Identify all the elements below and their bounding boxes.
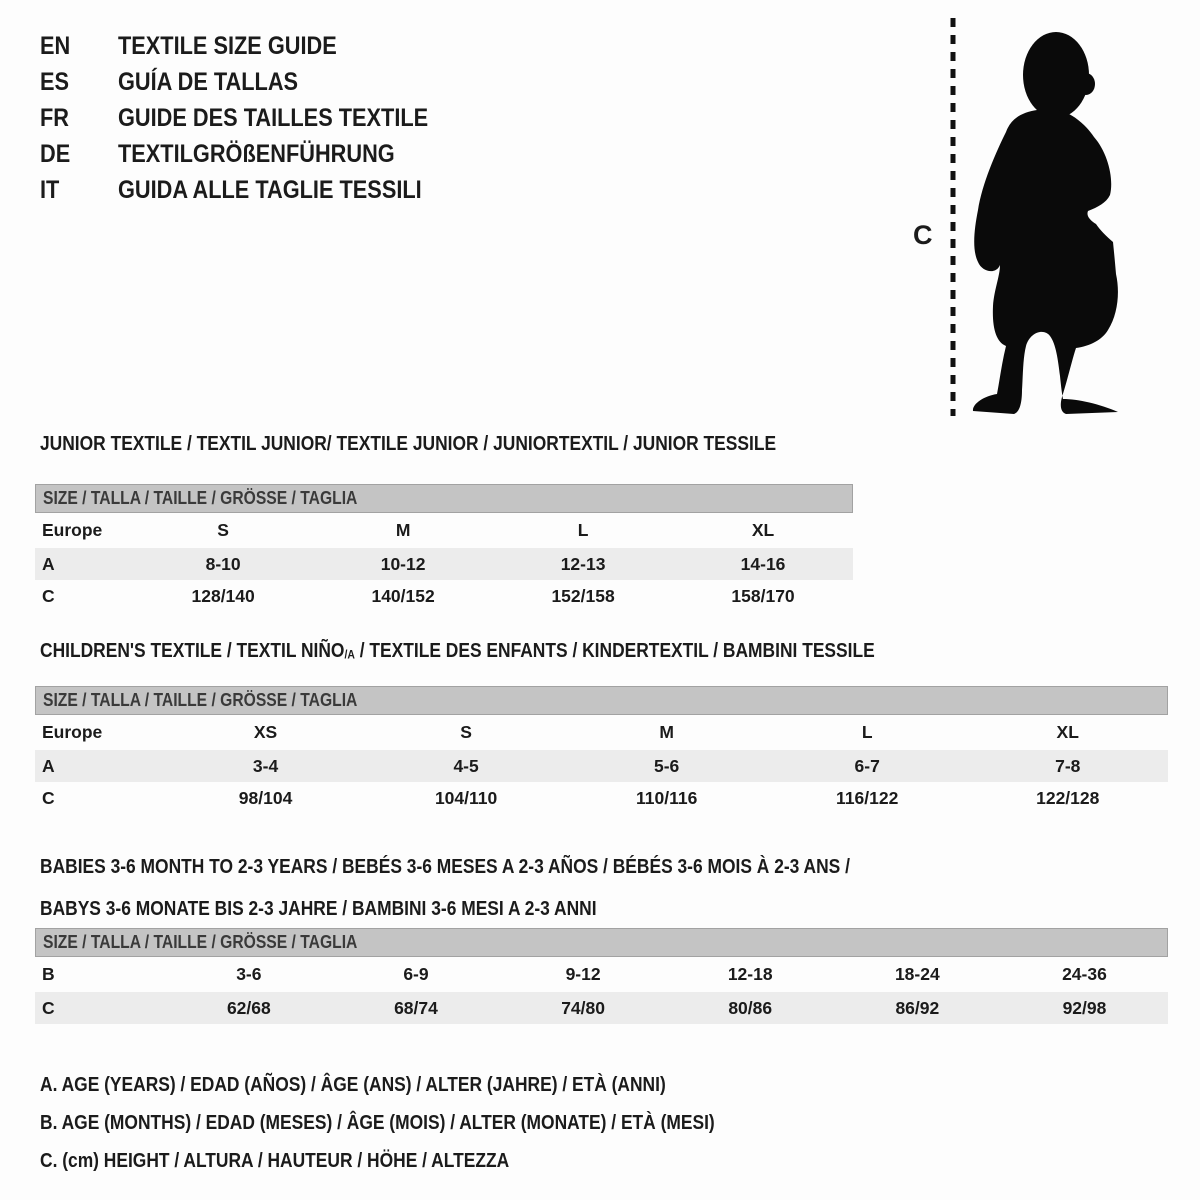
legend-line-b bbox=[40, 1104, 816, 1142]
row-label: A bbox=[42, 755, 55, 776]
table-row bbox=[35, 548, 853, 580]
language-code: FR bbox=[40, 103, 69, 132]
table-cell: 9-12 bbox=[565, 964, 601, 984]
language-row-fr bbox=[40, 100, 475, 136]
junior-section-title bbox=[40, 433, 886, 455]
junior-size-table bbox=[35, 484, 853, 612]
legend-line-a bbox=[40, 1066, 816, 1104]
table-cell: XS bbox=[253, 722, 278, 742]
table-cell: 7-8 bbox=[1055, 755, 1081, 776]
row-label: C bbox=[42, 997, 55, 1018]
guide-title-es: GUÍA DE TALLAS bbox=[118, 67, 299, 96]
table-cell: 10-12 bbox=[380, 553, 426, 574]
height-measure-figure bbox=[905, 10, 1150, 424]
table-cell: 122/128 bbox=[1036, 787, 1100, 808]
row-label: B bbox=[42, 964, 55, 984]
table-cell: 110/116 bbox=[635, 787, 698, 808]
table-cell: 152/158 bbox=[551, 585, 615, 606]
legend-line-c-text: C. (cm) HEIGHT / ALTURA / HAUTEUR / HÖHE / ALTEZZA bbox=[40, 1149, 510, 1172]
table-cell: L bbox=[577, 520, 589, 540]
size-header-bar bbox=[35, 484, 853, 513]
table-row bbox=[35, 715, 1168, 750]
height-measure-label: C bbox=[913, 220, 933, 250]
table-cell: L bbox=[861, 722, 873, 742]
children-title-sub: /A bbox=[344, 647, 355, 662]
size-header-text: SIZE / TALLA / TAILLE / GRÖSSE / TAGLIA bbox=[43, 690, 358, 710]
size-header-bar bbox=[35, 928, 1168, 957]
table-cell: 8-10 bbox=[205, 553, 241, 574]
row-label: C bbox=[42, 787, 55, 808]
language-code: DE bbox=[40, 139, 71, 168]
guide-title-fr: GUIDE DES TAILLES TEXTILE bbox=[118, 103, 429, 132]
babies-title-line2: BABYS 3-6 MONATE BIS 2-3 JAHRE / BAMBINI 3-6 MESI A 2-3 ANNI bbox=[40, 898, 597, 920]
table-cell: 140/152 bbox=[371, 585, 435, 606]
table-cell: M bbox=[659, 722, 674, 742]
legend-line-a-text: A. AGE (YEARS) / EDAD (AÑOS) / ÂGE (ANS) / ALTER (JAHRE) / ETÀ (ANNI) bbox=[40, 1073, 666, 1096]
children-title-pre: CHILDREN'S TEXTILE / TEXTIL NIÑO bbox=[40, 640, 345, 662]
measurement-legend bbox=[40, 1066, 816, 1180]
table-cell: XL bbox=[1056, 722, 1079, 742]
children-section-title bbox=[40, 640, 999, 665]
row-label: A bbox=[42, 553, 55, 574]
language-code: IT bbox=[40, 175, 60, 204]
table-cell: 3-6 bbox=[236, 964, 262, 984]
babies-size-table bbox=[35, 928, 1168, 1024]
baby-silhouette-icon bbox=[965, 14, 1137, 414]
table-row bbox=[35, 750, 1168, 782]
table-row bbox=[35, 992, 1168, 1024]
babies-section-title bbox=[40, 846, 971, 930]
guide-title-de: TEXTILGRÖßENFÜHRUNG bbox=[118, 139, 395, 168]
size-header-bar bbox=[35, 686, 1168, 715]
table-cell: 92/98 bbox=[1062, 997, 1107, 1018]
row-label: Europe bbox=[42, 520, 103, 540]
table-cell: 104/110 bbox=[434, 787, 498, 808]
table-cell: 86/92 bbox=[895, 997, 940, 1018]
language-row-de bbox=[40, 136, 475, 172]
junior-section-title-text: JUNIOR TEXTILE / TEXTIL JUNIOR/ TEXTILE JUNIOR / JUNIORTEXTIL / JUNIOR TESSILE bbox=[40, 433, 777, 455]
table-row bbox=[35, 580, 853, 612]
size-header-text: SIZE / TALLA / TAILLE / GRÖSSE / TAGLIA bbox=[43, 932, 358, 952]
table-cell: 98/104 bbox=[238, 787, 293, 808]
table-cell: S bbox=[460, 722, 472, 742]
children-title-post: / TEXTILE DES ENFANTS / KINDERTEXTIL / BAMBINI TESSILE bbox=[354, 640, 875, 662]
table-cell: S bbox=[217, 520, 229, 540]
table-row bbox=[35, 513, 853, 548]
table-cell: 12-18 bbox=[727, 964, 773, 984]
children-size-table bbox=[35, 686, 1168, 814]
table-cell: 24-36 bbox=[1062, 964, 1107, 984]
language-row-it bbox=[40, 172, 475, 208]
table-cell: 116/122 bbox=[836, 787, 899, 808]
babies-title-line1: BABIES 3-6 MONTH TO 2-3 YEARS / BEBÉS 3-6 MESES A 2-3 AÑOS / BÉBÉS 3-6 MOIS À 2-3 ANS / bbox=[40, 856, 850, 878]
table-cell: 68/74 bbox=[394, 997, 438, 1018]
guide-title-en: TEXTILE SIZE GUIDE bbox=[118, 31, 337, 60]
table-cell: 14-16 bbox=[740, 553, 786, 574]
table-cell: 80/86 bbox=[728, 997, 773, 1018]
guide-title-it: GUIDA ALLE TAGLIE TESSILI bbox=[118, 175, 422, 204]
language-row-es bbox=[40, 64, 475, 100]
table-cell: 6-9 bbox=[403, 964, 429, 984]
table-cell: XL bbox=[751, 520, 775, 540]
table-cell: 128/140 bbox=[191, 585, 255, 606]
table-cell: 74/80 bbox=[561, 997, 605, 1018]
table-row bbox=[35, 957, 1168, 992]
language-code: EN bbox=[40, 31, 71, 60]
language-row-en bbox=[40, 28, 475, 64]
table-cell: 6-7 bbox=[854, 755, 880, 776]
table-cell: 18-24 bbox=[894, 964, 940, 984]
legend-line-c bbox=[40, 1142, 816, 1180]
table-cell: 12-13 bbox=[560, 553, 606, 574]
table-cell: 158/170 bbox=[731, 585, 795, 606]
language-list bbox=[40, 28, 475, 208]
table-cell: 62/68 bbox=[226, 997, 271, 1018]
table-row bbox=[35, 782, 1168, 814]
row-label: Europe bbox=[42, 722, 103, 742]
height-dashed-line-icon bbox=[949, 10, 957, 422]
legend-line-b-text: B. AGE (MONTHS) / EDAD (MESES) / ÂGE (MOIS) / ALTER (MONATE) / ETÀ (MESI) bbox=[40, 1111, 715, 1134]
children-section-title-text bbox=[40, 640, 875, 665]
table-cell: 3-4 bbox=[252, 755, 279, 776]
table-cell: M bbox=[395, 520, 411, 540]
row-label: C bbox=[42, 585, 55, 606]
language-code: ES bbox=[40, 67, 70, 96]
size-header-text: SIZE / TALLA / TAILLE / GRÖSSE / TAGLIA bbox=[43, 488, 358, 508]
table-cell: 4-5 bbox=[453, 755, 479, 776]
table-cell: 5-6 bbox=[654, 755, 680, 776]
